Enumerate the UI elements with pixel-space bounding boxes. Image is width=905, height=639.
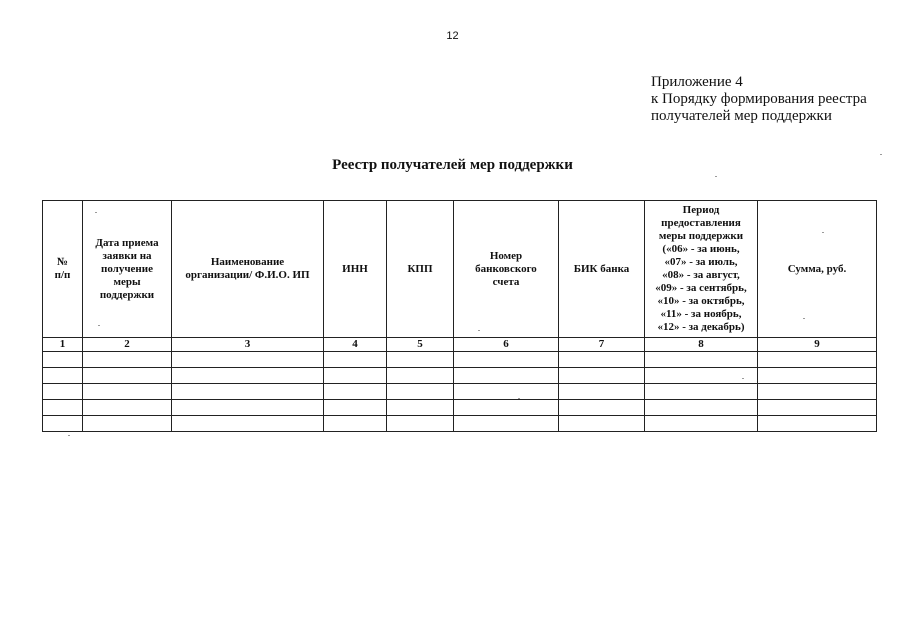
table-row [43,384,877,400]
column-number-cell: 9 [758,338,877,352]
header-cell: БИК банка [559,201,645,338]
table-row [43,400,877,416]
header-cell: ИНН [324,201,387,338]
table-cell [172,352,324,368]
appendix-line: Приложение 4 [651,74,743,90]
table-cell [454,400,559,416]
column-number-cell: 4 [324,338,387,352]
registry-table [42,200,877,432]
table-cell [324,416,387,432]
table-cell [83,384,172,400]
header-row [43,201,877,338]
table-cell [387,384,454,400]
appendix-line: к Порядку формирования реестра [651,91,867,107]
table-cell [324,384,387,400]
table-cell [645,368,758,384]
table-cell [387,368,454,384]
header-cell: Период предоставления меры поддержки («06» - за июнь, «07» - за июль, «08» - за август, «09» - за сентябрь, «10» - за октябрь, «11» - за ноябрь, «12» - за декабрь) [645,201,758,338]
page-number: 12 [446,30,459,42]
appendix-line: получателей мер поддержки [651,108,832,124]
header-cell: КПП [387,201,454,338]
table-cell [645,416,758,432]
table-cell [43,368,83,384]
column-number-cell: 2 [83,338,172,352]
header-cell: № п/п [43,201,83,338]
table-cell [83,368,172,384]
table-cell [324,368,387,384]
table-cell [43,400,83,416]
table-row [43,352,877,368]
table-cell [172,400,324,416]
table-cell [387,400,454,416]
table-cell [758,368,877,384]
table-cell [758,400,877,416]
table-row [43,416,877,432]
table-cell [43,416,83,432]
table-cell [83,400,172,416]
appendix-note [651,74,867,125]
table-cell [559,368,645,384]
table-cell [559,400,645,416]
column-number-cell: 1 [43,338,83,352]
table-cell [83,352,172,368]
table-cell [645,384,758,400]
table-cell [172,368,324,384]
table-cell [387,416,454,432]
table-cell [43,352,83,368]
table-cell [454,384,559,400]
header-cell: Дата приема заявки на получение меры поддержки [83,201,172,338]
table-cell [172,416,324,432]
header-cell: Наименование организации/ Ф.И.О. ИП [172,201,324,338]
table-cell [454,368,559,384]
table-cell [645,400,758,416]
column-number-cell: 3 [172,338,324,352]
table-cell [454,416,559,432]
column-number-cell: 7 [559,338,645,352]
table-cell [559,384,645,400]
table-cell [559,416,645,432]
table-cell [172,384,324,400]
header-cell: Номер банковского счета [454,201,559,338]
table-cell [559,352,645,368]
table-cell [758,384,877,400]
table-cell [43,384,83,400]
table-row [43,368,877,384]
header-cell: Сумма, руб. [758,201,877,338]
column-number-row [43,338,877,352]
column-number-cell: 6 [454,338,559,352]
table-cell [387,352,454,368]
table-cell [83,416,172,432]
column-number-cell: 8 [645,338,758,352]
table-cell [645,352,758,368]
table-cell [324,352,387,368]
table-cell [324,400,387,416]
table-cell [454,352,559,368]
document-title: Реестр получателей мер поддержки [332,157,573,173]
column-number-cell: 5 [387,338,454,352]
table-cell [758,416,877,432]
table-cell [758,352,877,368]
